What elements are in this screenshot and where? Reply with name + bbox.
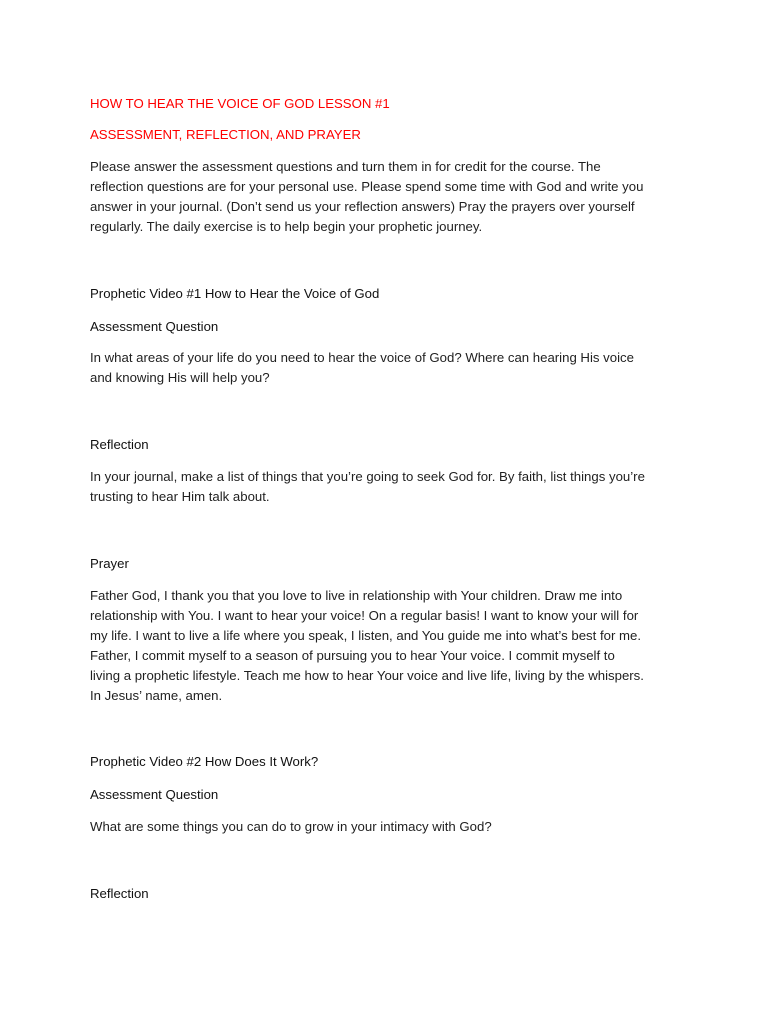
reflection-line: trusting to hear Him talk about. — [90, 489, 270, 504]
video-1-reflection-text — [90, 467, 690, 507]
intro-line: reflection questions are for your personal use. Please spend some time with God and write you — [90, 179, 644, 194]
video-1-prayer-text — [90, 586, 690, 706]
video-2-assessment-label: Assessment Question — [90, 787, 219, 802]
assessment-line: and knowing His will help you? — [90, 370, 270, 385]
video-1-heading: Prophetic Video #1 How to Hear the Voice of God — [90, 286, 380, 301]
video-2-heading: Prophetic Video #2 How Does It Work? — [90, 754, 319, 769]
prayer-line: In Jesus’ name, amen. — [90, 688, 223, 703]
reflection-line: In your journal, make a list of things that you’re going to seek God for. By faith, list things you’re — [90, 469, 645, 484]
video-1-prayer-label: Prayer — [90, 556, 129, 571]
intro-paragraph — [90, 157, 690, 237]
intro-line: Please answer the assessment questions and turn them in for credit for the course. The — [90, 159, 601, 174]
document-title: HOW TO HEAR THE VOICE OF GOD LESSON #1 — [90, 96, 390, 111]
prayer-line: relationship with You. I want to hear your voice! On a regular basis! I want to know your will for — [90, 608, 639, 623]
intro-line: regularly. The daily exercise is to help begin your prophetic journey. — [90, 219, 483, 234]
assessment-line: What are some things you can do to grow in your intimacy with God? — [90, 819, 492, 834]
video-2-assessment-question — [90, 817, 690, 837]
video-1-assessment-question — [90, 348, 690, 388]
prayer-line: Father, I commit myself to a season of pursuing you to hear Your voice. I commit myself to — [90, 648, 615, 663]
video-1-reflection-label: Reflection — [90, 437, 149, 452]
document-subtitle: ASSESSMENT, REFLECTION, AND PRAYER — [90, 127, 361, 142]
video-2-reflection-label: Reflection — [90, 886, 149, 901]
video-1-assessment-label: Assessment Question — [90, 319, 219, 334]
intro-line: answer in your journal. (Don’t send us your reflection answers) Pray the prayers over yourself — [90, 199, 635, 214]
prayer-line: Father God, I thank you that you love to live in relationship with Your children. Draw me into — [90, 588, 623, 603]
assessment-line: In what areas of your life do you need to hear the voice of God? Where can hearing His voice — [90, 350, 634, 365]
prayer-line: living a prophetic lifestyle. Teach me how to hear Your voice and live life, living by the whispers. — [90, 668, 644, 683]
prayer-line: my life. I want to live a life where you speak, I listen, and You guide me into what’s best for me. — [90, 628, 641, 643]
